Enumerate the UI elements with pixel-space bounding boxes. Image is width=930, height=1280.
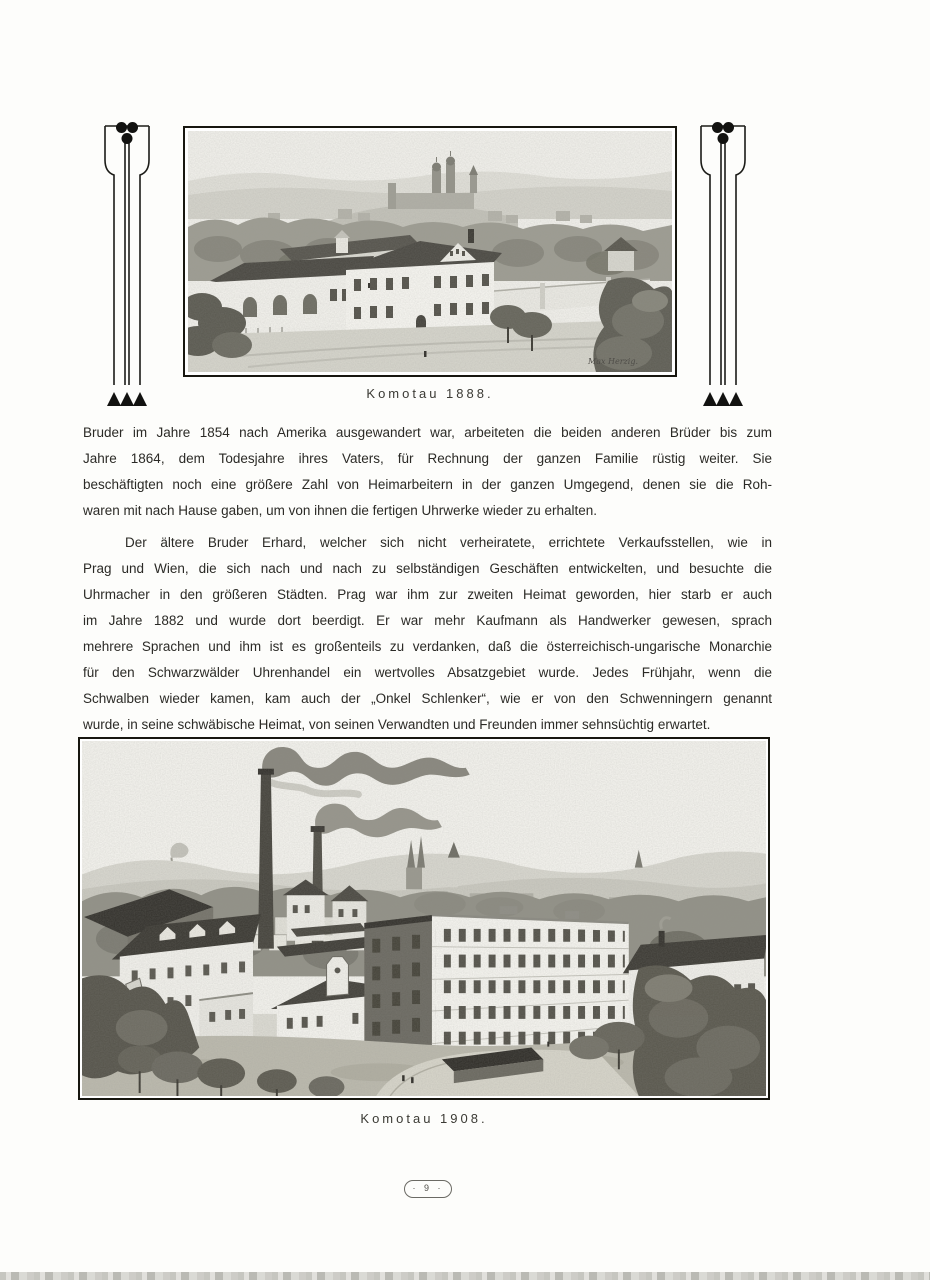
engraving-komotau-1908: [78, 737, 770, 1100]
engraving-komotau-1888: [183, 126, 677, 377]
text-line: beschäftigten noch eine größere Zahl von Heimarbeitern in der ganzen Umgegend, denen sie die Roh-: [83, 477, 772, 492]
text-line: im Jahre 1882 und wurde dort beerdigt. Er war mehr Kaufmann als Handwerker gewesen, sprach: [83, 613, 772, 628]
text-line: für den Schwarzwälder Uhrenhandel ein wertvolles Absatzgebiet wurde. Jedes Frühjahr, wenn die: [83, 665, 772, 680]
art-nouveau-ornament-right-icon: [700, 122, 746, 408]
engraving-grain: [188, 131, 672, 372]
text-line: waren mit nach Hause gaben, um von ihnen die fertigen Uhrwerke wieder zu erhalten.: [83, 503, 598, 518]
paragraph: [83, 420, 772, 524]
paragraph: [83, 530, 772, 738]
text-line: Bruder im Jahre 1854 nach Amerika ausgewandert war, arbeiteten die beiden anderen Brüder bis zum: [83, 425, 772, 440]
art-nouveau-ornament-left-icon: [104, 122, 150, 408]
text-line: Jahre 1864, dem Todesjahre ihres Vaters, für Rechnung der ganzen Familie rüstig weiter. Sie: [83, 451, 772, 466]
text-line: Der ältere Bruder Erhard, welcher sich nicht verheiratete, errichtete Verkaufsstellen, wie in: [125, 535, 772, 550]
text-line: Prag und Wien, die sich nach und nach zu selbständigen Geschäften entwickelten, und besuchte die: [83, 561, 772, 576]
text-line: Schwalben wieder kamen, kam auch der „Onkel Schlenker“, wie er von den Schwenningern genannt: [83, 691, 772, 706]
body-text: [83, 420, 772, 738]
engraving-grain: [82, 741, 766, 1096]
text-line: wurde, in seine schwäbische Heimat, von seinen Verwandten und Freunden immer sehnsüchtig erwartet.: [83, 717, 711, 732]
text-line: mehrere Sprachen und ihm ist es großenteils zu verdanken, daß die österreichisch-ungarische Monarchie: [83, 639, 772, 654]
caption-komotau-1888: Komotau 1888.: [366, 386, 494, 401]
text-line: Uhrmacher in den größeren Städten. Prag war ihm zur zweiten Heimat geworden, hier starb er auch: [83, 587, 772, 602]
scan-page-edge: [0, 1272, 930, 1280]
caption-komotau-1908: Komotau 1908.: [360, 1111, 488, 1126]
page-number-badge: · 9 ·: [404, 1180, 452, 1198]
